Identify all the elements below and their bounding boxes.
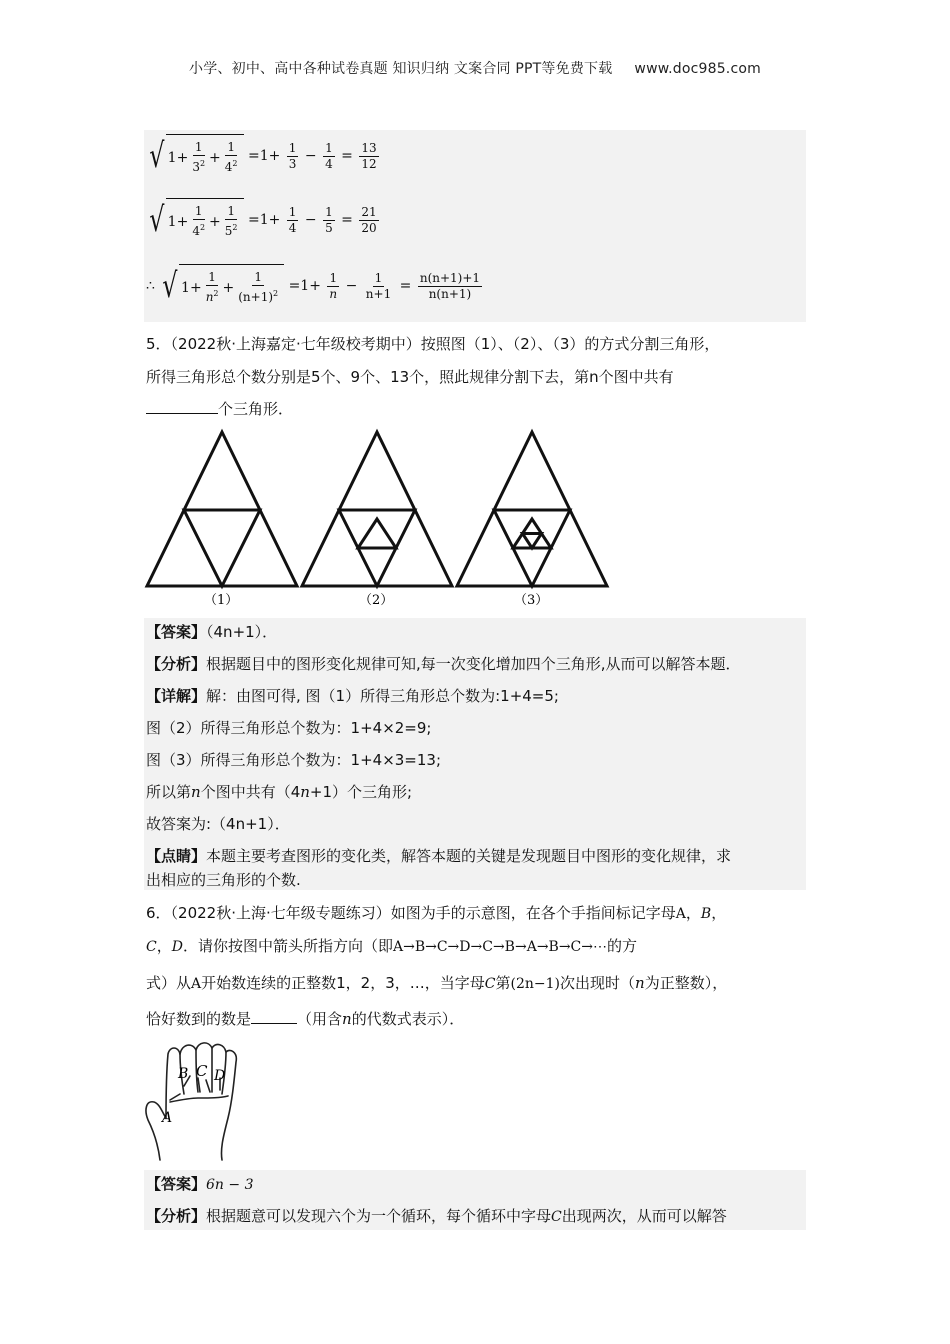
q5-triangle-figures bbox=[142, 428, 614, 610]
q6-line-2: C，D．请你按图中箭头所指方向（即A→B→C→D→C→B→A→B→C→⋯的方 bbox=[146, 937, 638, 955]
math-row-2: √ 1+ $\frac{1}{4^2}$ + $\frac{1}{5^2}$ =1+ $\frac{1}{4}$ − $\frac{1}{5}$ = $\frac{21}{20}$ bbox=[149, 200, 377, 240]
hand-letter-d: D bbox=[214, 1068, 226, 1084]
page-header bbox=[0, 58, 950, 78]
figure-label-3: （3） bbox=[514, 593, 549, 608]
q5-comment-2: 出相应的三角形的个数. bbox=[146, 871, 301, 889]
figure-label-2: （2） bbox=[359, 593, 394, 608]
q5-answer: 【答案】（4n+1）． bbox=[146, 623, 278, 641]
header-site: www.doc985.com bbox=[634, 61, 761, 77]
triangle-figure-1 bbox=[147, 432, 297, 586]
triangle-figure-3 bbox=[457, 432, 607, 586]
q5-detail-5: 故答案为:（4n+1）． bbox=[146, 815, 290, 833]
q5-line-3: 个三角形． bbox=[146, 399, 293, 419]
q5-comment-1: 【点睛】本题主要考查图形的变化类，解答本题的关键是发现题目中图形的变化规律，求 bbox=[146, 847, 732, 865]
q5-detail-3: 图（3）所得三角形总个数为：1+4×3=13; bbox=[146, 751, 442, 769]
math-row-1: √ 1+ $\frac{1}{3^2}$ + $\frac{1}{4^2}$ =1+ $\frac{1}{3}$ − $\frac{1}{4}$ = $\frac{13}{12}$ bbox=[149, 136, 377, 176]
q6-analysis: 【分析】根据题意可以发现六个为一个循环，每个循环中字母C出现两次，从而可以解答 bbox=[146, 1207, 727, 1225]
hand-letter-c: C bbox=[196, 1062, 208, 1080]
math-row-3: ∴ √ 1+ $\frac{1}{n^2}$ + $\frac{1}{(n+1)^2}$ =1+ $\frac{1}{n}$ − $\frac{1}{n+1}$ = $\frac{n(n+1)+1}{n(n+1)}$ bbox=[146, 266, 481, 306]
q5-detail-4: 所以第n个图中共有（4n+1）个三角形; bbox=[146, 783, 413, 801]
q5-analysis: 【分析】根据题目中的图形变化规律可知,每一次变化增加四个三角形,从而可以解答本题． bbox=[146, 655, 741, 673]
figure-label-1: （1） bbox=[204, 593, 239, 608]
header-text: 小学、初中、高中各种试卷真题 知识归纳 文案合同 PPT等免费下载 bbox=[189, 61, 613, 77]
q5-detail-2: 图（2）所得三角形总个数为：1+4×2=9; bbox=[146, 719, 432, 737]
q6-line-4: 恰好数到的数是 （用含n的代数式表示）． bbox=[146, 1010, 465, 1028]
q5-line-2: 所得三角形总个数分别是5个、9个、13个，照此规律分割下去，第n个图中共有 bbox=[146, 368, 674, 386]
q5-line-1: 5．（2022秋·上海嘉定·七年级校考期中）按照图（1）、（2）、（3）的方式分割三角形， bbox=[146, 335, 720, 353]
hand-letter-a: A bbox=[162, 1110, 173, 1126]
q6-answer: 【答案】6n − 3 bbox=[146, 1175, 254, 1193]
hand-diagram bbox=[140, 1036, 248, 1162]
triangle-figure-2 bbox=[302, 432, 452, 586]
q6-answer-blank bbox=[251, 1009, 297, 1024]
q6-line-3: 式）从A开始数连续的正整数1，2，3，…，当字母C第(2n−1)次出现时（n为正整数）， bbox=[146, 974, 728, 992]
q5-answer-blank bbox=[146, 399, 218, 414]
q5-detail-1: 【详解】解：由图可得, 图（1）所得三角形总个数为:1+4=5; bbox=[146, 687, 559, 705]
q6-line-1: 6．（2022秋·上海·七年级专题练习）如图为手的示意图，在各个手指间标记字母A，B， bbox=[146, 904, 727, 922]
hand-letter-b: B bbox=[178, 1066, 189, 1082]
